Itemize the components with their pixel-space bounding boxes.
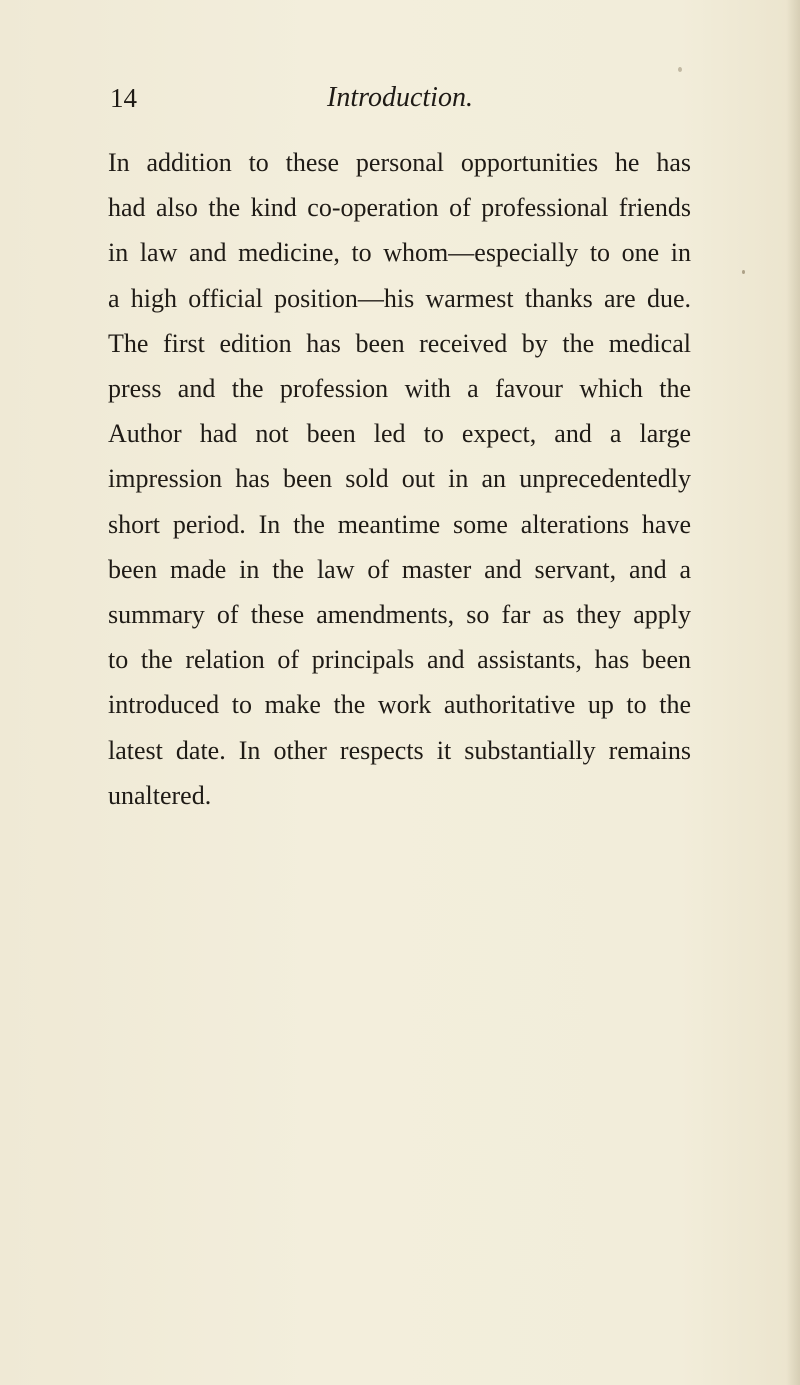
running-head [110, 78, 690, 118]
body-paragraph [108, 140, 691, 818]
text-line: In addition to these personal opportunities he has [108, 148, 691, 177]
text-line: impression has been sold out in an unprecedentedly [108, 464, 691, 494]
text-line: had also the kind co-operation of professional friends [108, 193, 691, 223]
running-head-title: Introduction. [327, 82, 473, 113]
text-line: latest date. In other respects it substantially remains [108, 735, 691, 765]
text-line: been made in the law of master and servant, and a [108, 554, 691, 584]
paper-speck [742, 270, 745, 274]
text-line: summary of these amendments, so far as they apply [108, 600, 691, 630]
text-line: Author had not been led to expect, and a large [108, 419, 691, 449]
page-number: 14 [110, 83, 137, 113]
text-line: in law and medicine, to whom—especially to one in [108, 238, 691, 268]
page-edge-shadow [786, 0, 800, 1385]
text-line: introduced to make the work authoritative up to the [108, 690, 691, 720]
paper-speck [678, 67, 682, 72]
text-line: short period. In the meantime some alterations have [108, 509, 691, 539]
text-line: a high official position—his warmest thanks are due. [108, 283, 691, 313]
text-line: unaltered. [108, 780, 212, 810]
text-line: press and the profession with a favour which the [108, 374, 691, 404]
text-line: to the relation of principals and assistants, has been [108, 645, 691, 675]
text-line: The first edition has been received by the medical [108, 328, 691, 358]
